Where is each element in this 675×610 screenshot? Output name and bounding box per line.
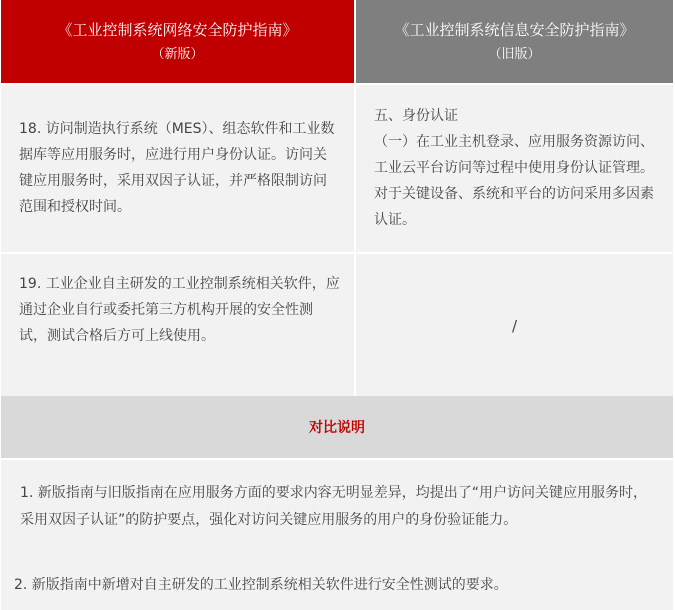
- row-18-old-text: （一）在工业主机登录、应用服务资源访问、工业云平台访问等过程中使用身份认证管理。对于关键设备、系统和平台的访问采用多因素认证。: [374, 134, 654, 228]
- comparison-point-2: 2. 新版指南中新增对自主研发的工业控制系统相关软件进行安全性测试的要求。: [14, 577, 508, 593]
- comparison-point-1: 1. 新版指南与旧版指南在应用服务方面的要求内容无明显差异，均提出了“用户访问关键应用服务时，采用双因子认证”的防护要点，强化对访问关键应用服务的用户的身份验证能力。: [20, 485, 648, 528]
- old-version-title: 《工业控制系统信息安全防护指南》: [394, 20, 635, 39]
- guideline-grid: [1, 0, 673, 397]
- comparison-body: [1, 460, 673, 610]
- row-19-new-cell: [1, 254, 354, 397]
- new-version-header: [1, 0, 354, 83]
- row-19-old-cell: [356, 254, 673, 397]
- row-18-new-cell: [1, 85, 354, 252]
- old-version-subtitle: （旧版）: [488, 46, 541, 62]
- new-version-subtitle: （新版）: [151, 46, 204, 62]
- comparison-title: 对比说明: [309, 420, 365, 436]
- row-18-old-cell: [356, 85, 673, 252]
- old-version-header: [356, 0, 673, 83]
- row-18-new-text: 18. 访问制造执行系统（MES）、组态软件和工业数据库等应用服务时，应进行用户身份认证。访问关键应用服务时，采用双因子认证，并严格限制访问范围和授权时间。: [19, 121, 335, 215]
- row-19-old-text: /: [511, 316, 518, 335]
- row-18-old-heading: 五、身份认证: [374, 108, 458, 124]
- row-19-new-text: 19. 工业企业自主研发的工业控制系统相关软件，应通过企业自行或委托第三方机构开展的安全性测试，测试合格后方可上线使用。: [19, 276, 340, 344]
- new-version-title: 《工业控制系统网络安全防护指南》: [57, 20, 298, 39]
- comparison-header: [1, 396, 673, 458]
